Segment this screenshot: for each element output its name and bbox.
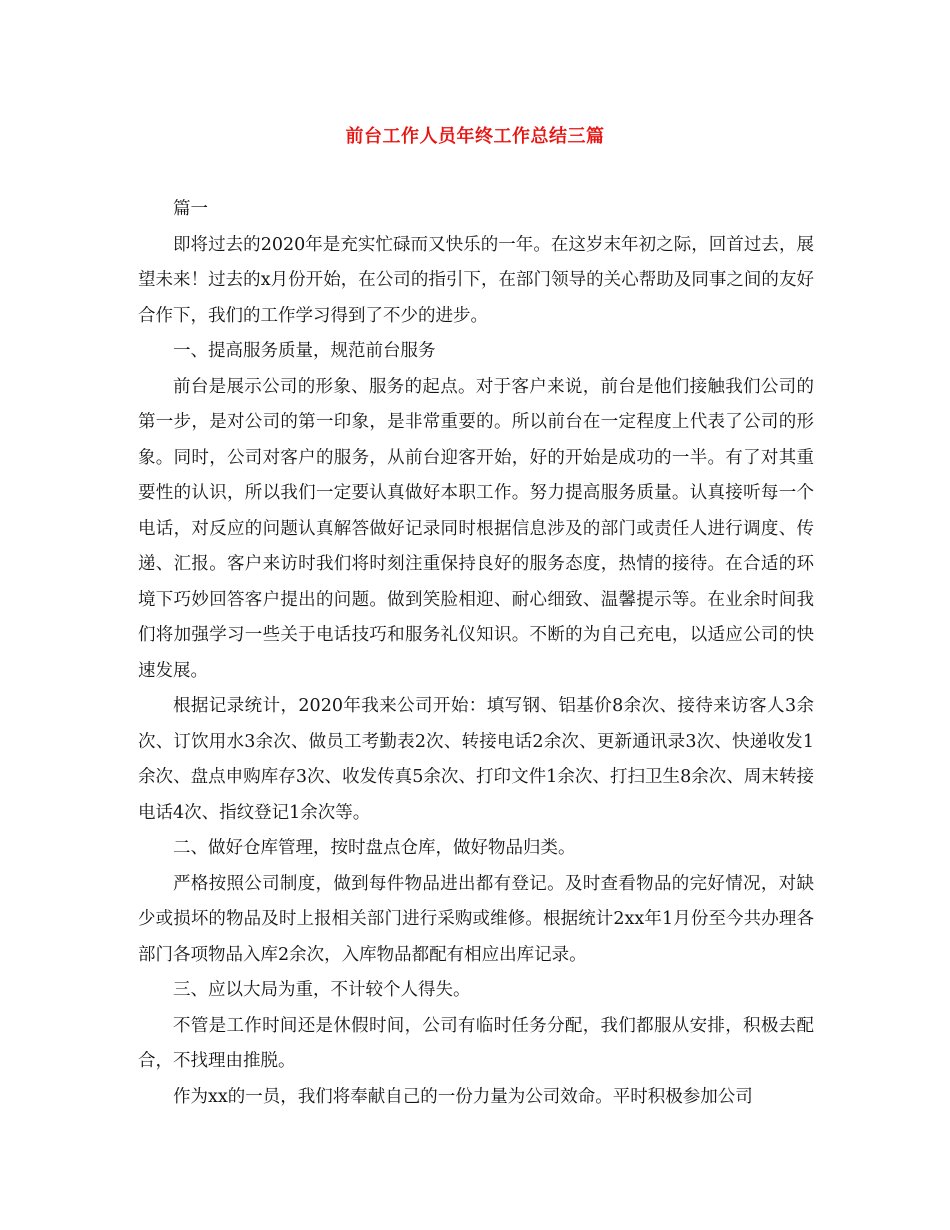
section-heading: 三、应以大局为重，不计较个人得失。 bbox=[173, 980, 471, 1000]
document-body bbox=[138, 192, 814, 1115]
section-heading: 二、做好仓库管理，按时盘点仓库，做好物品归类。 bbox=[173, 838, 576, 858]
body-paragraph: 根据记录统计，2020年我来公司开始：填写钢、铝基价8余次、接待来访客人3余次、订饮用水3余次、做员工考勤表2次、转接电话2余次、更新通讯录3次、快递收发1余次、盘点申购库存3次、收发传真5余次、打印文件1余次、打扫卫生8余次、周末转接电话4次、指纹登记1余次等。 bbox=[138, 696, 814, 823]
body-paragraph: 前台是展示公司的形象、服务的起点。对于客户来说，前台是他们接触我们公司的第一步，是对公司的第一印象，是非常重要的。所以前台在一定程度上代表了公司的形象。同时，公司对客户的服务，从前台迎客开始，好的开始是成功的一半。有了对其重要性的认识，所以我们一定要认真做好本职工作。努力提高服务质量。认真接听每一个电话，对反应的问题认真解答做好记录同时根据信息涉及的部门或责任人进行调度、传递、汇报。客户来访时我们将时刻注重保持良好的服务态度，热情的接待。在合适的环境下巧妙回答客户提出的问题。做到笑脸相迎、耐心细致、温馨提示等。在业余时间我们将加强学习一些关于电话技巧和服务礼仪知识。不断的为自己充电，以适应公司的快速发展。 bbox=[138, 376, 814, 681]
body-paragraph: 不管是工作时间还是休假时间，公司有临时任务分配，我们都服从安排，积极去配合，不找理由推脱。 bbox=[138, 1015, 814, 1071]
body-paragraph: 即将过去的2020年是充实忙碌而又快乐的一年。在这岁末年初之际，回首过去，展望未来！过去的x月份开始，在公司的指引下，在部门领导的关心帮助及同事之间的友好合作下，我们的工作学习得到了不少的进步。 bbox=[138, 234, 814, 326]
body-paragraph: 作为xx的一员，我们将奉献自己的一份力量为公司效命。平时积极参加公司 bbox=[173, 1086, 753, 1107]
body-paragraph: 严格按照公司制度，做到每件物品进出都有登记。及时查看物品的完好情况，对缺少或损坏的物品及时上报相关部门进行采购或维修。根据统计2xx年1月份至今共办理各部门各项物品入库2余次，入库物品都配有相应出库记录。 bbox=[138, 873, 814, 965]
document-title: 前台工作人员年终工作总结三篇 bbox=[345, 126, 605, 147]
section-label: 篇一 bbox=[173, 199, 208, 219]
section-heading: 一、提高服务质量，规范前台服务 bbox=[173, 341, 436, 361]
